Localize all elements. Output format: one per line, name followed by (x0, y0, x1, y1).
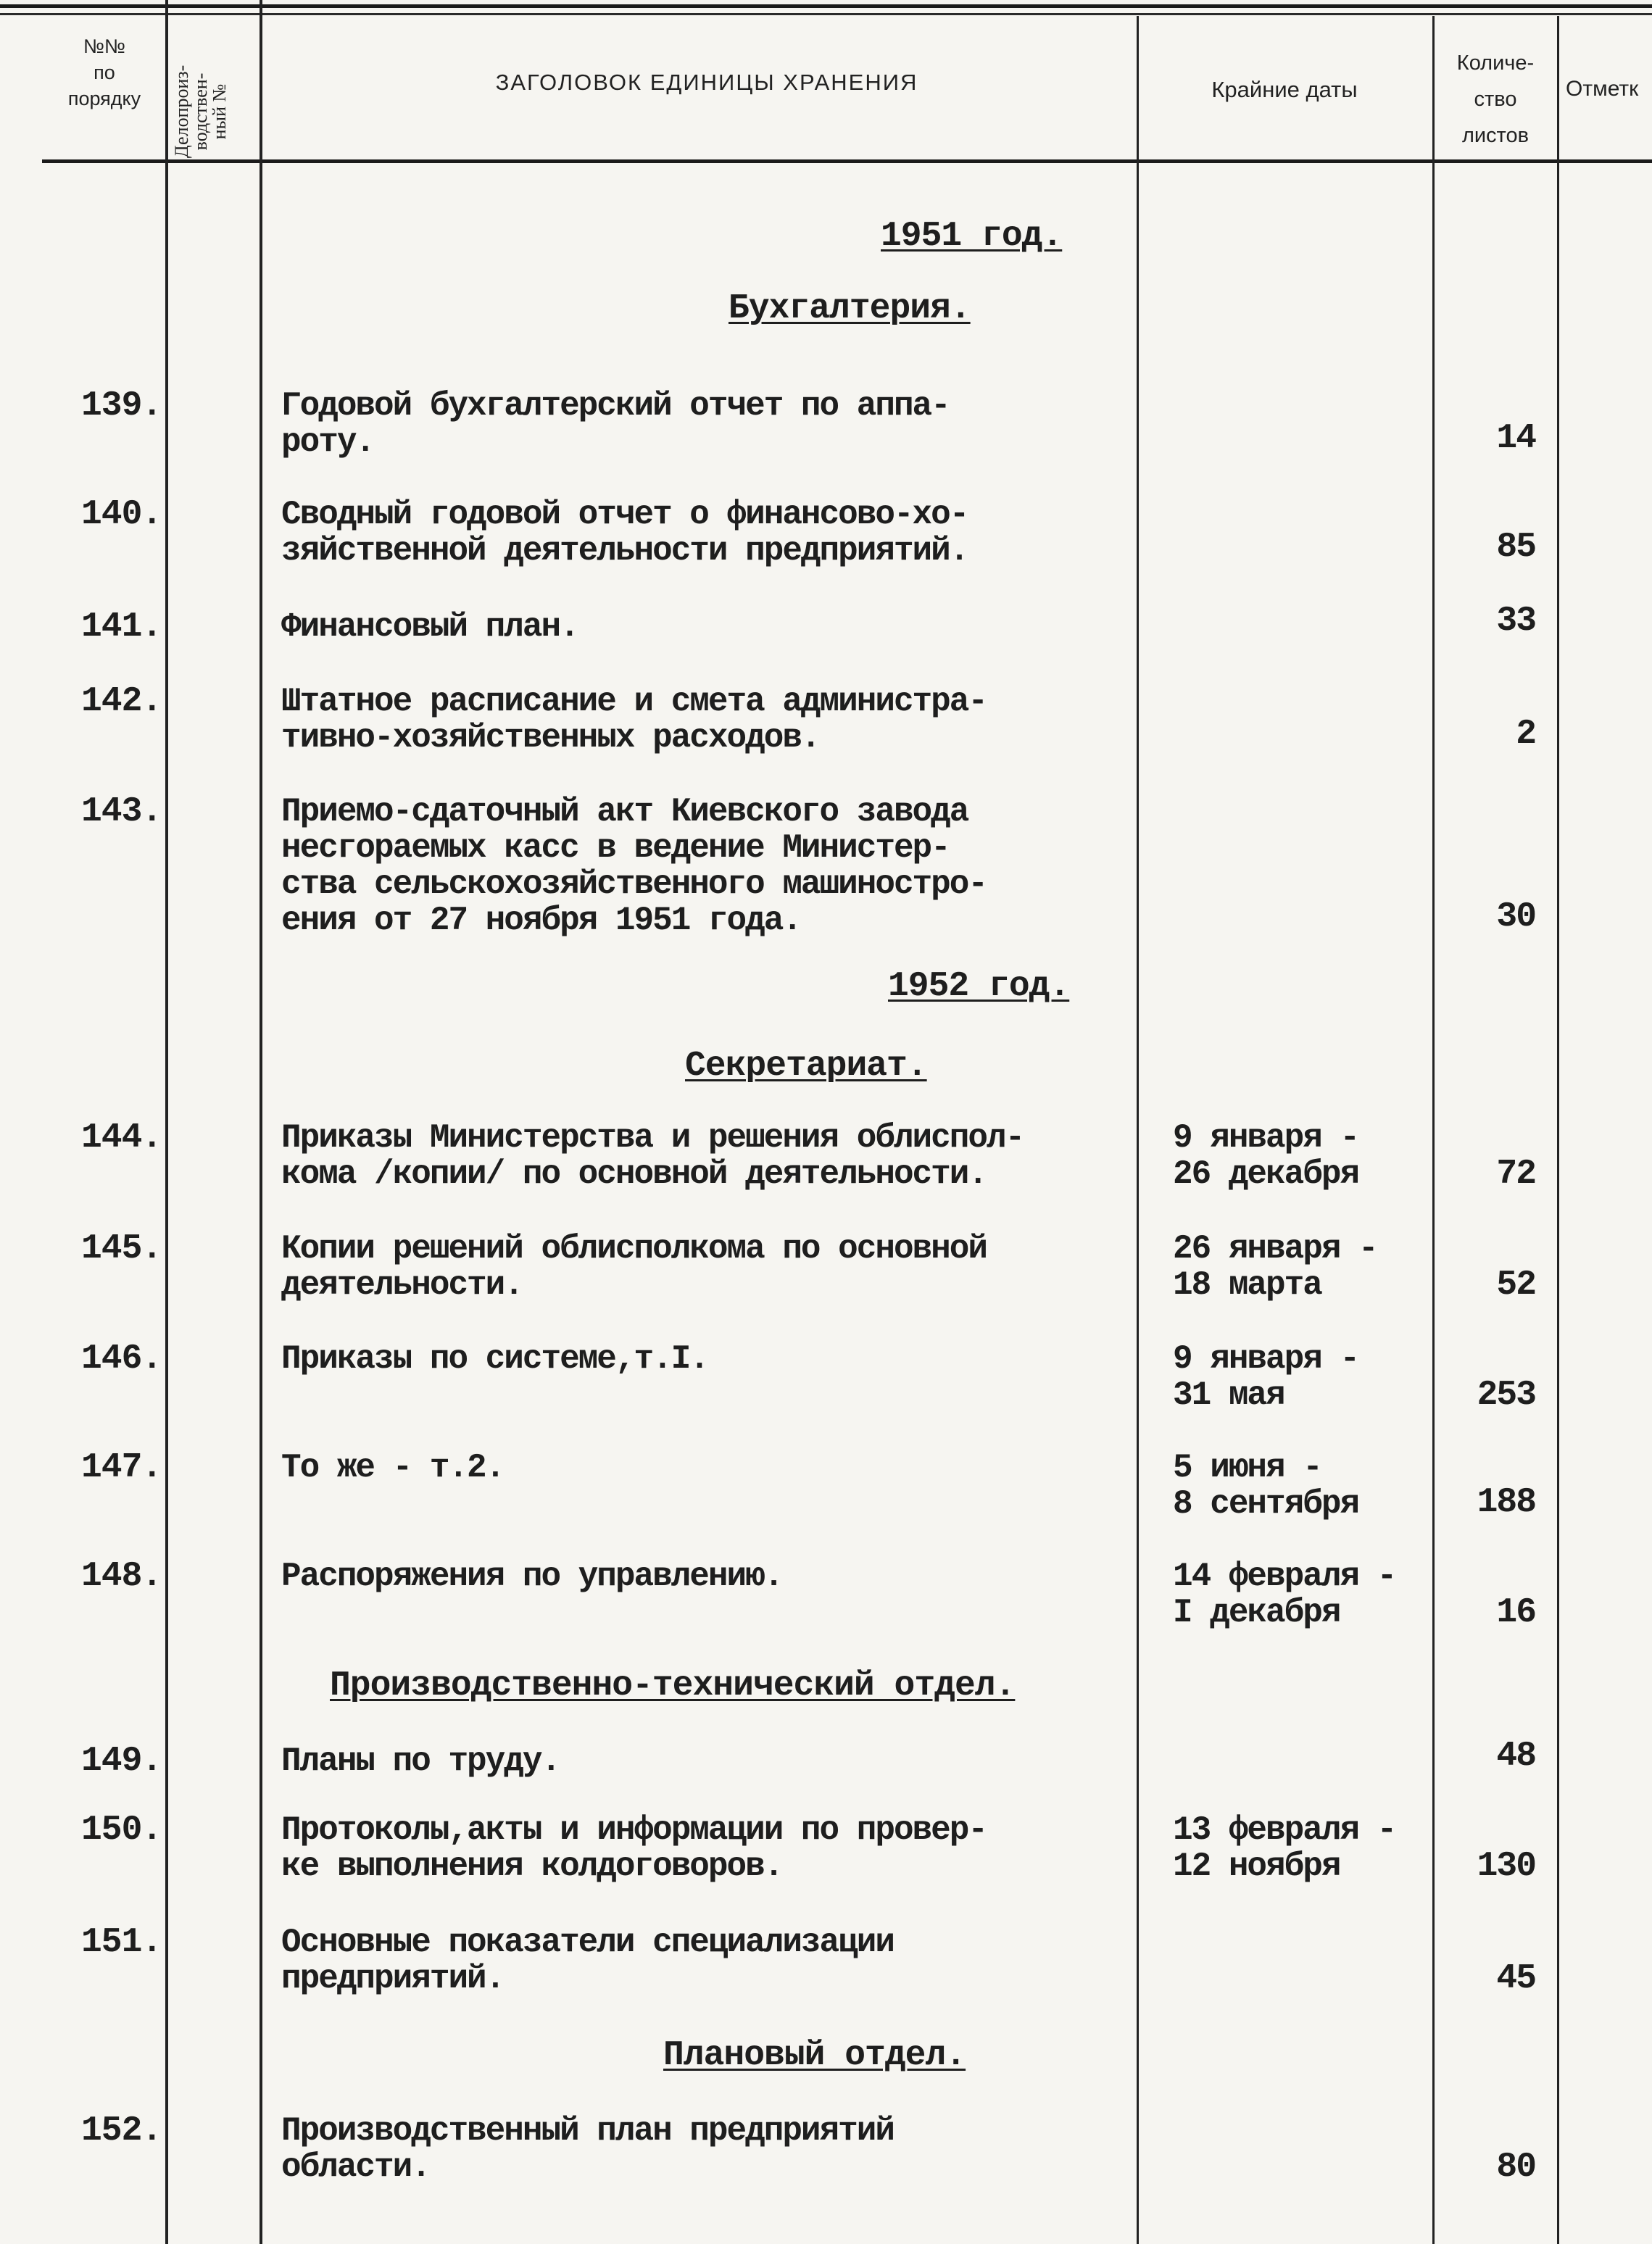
record-title: Производственный план предприятий области. (281, 2112, 894, 2186)
record-number: 145. (81, 1229, 162, 1268)
record-sheet-count: 80 (1496, 2148, 1535, 2187)
record-title: Распоряжения по управлению. (281, 1558, 783, 1595)
column-divider-title (1137, 16, 1139, 2244)
record-title: Основные показатели специализации предприятий. (281, 1924, 894, 1998)
column-divider-office (260, 0, 262, 2244)
record-number: 140. (81, 495, 162, 534)
record-sheet-count: 14 (1496, 419, 1535, 458)
record-number: 150. (81, 1811, 162, 1850)
record-number: 141. (81, 607, 162, 647)
record-sheet-count: 72 (1496, 1155, 1535, 1194)
record-sheet-count: 2 (1516, 715, 1535, 754)
record-title: То же - т.2. (281, 1449, 505, 1487)
year-heading-1951: 1951 год. (881, 217, 1063, 256)
header-dates-column: Крайние даты (1211, 77, 1358, 102)
record-number: 152. (81, 2111, 162, 2150)
record-dates: 13 февраля - 12 ноября (1173, 1811, 1396, 1885)
record-sheet-count: 16 (1496, 1593, 1535, 1632)
record-number: 149. (81, 1742, 162, 1781)
header-office-line: ный № (209, 83, 230, 140)
column-divider-num (165, 0, 168, 2244)
header-office-line: водствен- (190, 72, 211, 151)
record-number: 144. (81, 1118, 162, 1158)
record-number: 151. (81, 1923, 162, 1962)
record-title: Сводный годовой отчет о финансово-хо- зяйственной деятельности предприятий. (281, 496, 968, 570)
section-heading-planning: Плановый отдел. (663, 2036, 966, 2075)
top-rule (0, 4, 1652, 8)
record-number: 139. (81, 386, 162, 425)
record-sheet-count: 188 (1477, 1483, 1535, 1522)
record-title: Протоколы,акты и информации по провер- ке выполнения колдоговоров. (281, 1811, 987, 1885)
record-number: 147. (81, 1448, 162, 1487)
header-count-line: ство (1474, 88, 1517, 111)
record-number: 148. (81, 1557, 162, 1596)
record-sheet-count: 48 (1496, 1737, 1535, 1776)
record-title: Приемо-сдаточный акт Киевского завода несгораемых касс в ведение Министер- ства сельскохозяйственного машиностро- ения от 27 ноября 1951 года. (281, 793, 987, 939)
section-heading-secretariat: Секретариат. (685, 1047, 927, 1086)
record-title: Штатное расписание и смета администра- тивно-хозяйственных расходов. (281, 683, 987, 757)
record-number: 146. (81, 1339, 162, 1379)
record-title: Планы по труду. (281, 1742, 560, 1780)
header-number-line: по (94, 62, 115, 83)
record-title: Приказы по системе,т.I. (281, 1340, 708, 1378)
record-sheet-count: 130 (1477, 1847, 1535, 1886)
section-heading-production-technical: Производственно-технический отдел. (330, 1666, 1016, 1705)
record-dates: 14 февраля - I декабря (1173, 1558, 1396, 1632)
record-dates: 5 июня - 8 сентября (1173, 1449, 1359, 1523)
record-number: 143. (81, 792, 162, 831)
column-divider-count (1557, 16, 1559, 2244)
record-title: Копии решений облисполкома по основной деятельности. (281, 1230, 987, 1304)
record-sheet-count: 253 (1477, 1376, 1535, 1415)
year-heading-1952: 1952 год. (888, 967, 1070, 1006)
record-title: Финансовый план. (281, 608, 578, 646)
header-number-column (43, 33, 165, 112)
header-mark-column: Отметк (1566, 77, 1639, 101)
record-title: Приказы Министерства и решения облиспол- кома /копии/ по основной деятельности. (281, 1119, 1024, 1193)
header-number-line: порядку (67, 88, 141, 109)
record-title: Годовой бухгалтерский отчет по аппа- роту. (281, 387, 950, 461)
section-heading-accounting: Бухгалтерия. (729, 289, 971, 328)
header-title-column: ЗАГОЛОВОК ЕДИНИЦЫ ХРАНЕНИЯ (495, 70, 918, 95)
record-sheet-count: 33 (1496, 602, 1535, 641)
header-office-number-column (171, 65, 230, 158)
top-rule-secondary (0, 13, 1652, 15)
record-sheet-count: 85 (1496, 528, 1535, 567)
record-sheet-count: 45 (1496, 1959, 1535, 1998)
header-sheet-count-column (1434, 45, 1557, 154)
header-count-line: листов (1461, 124, 1529, 147)
record-dates: 9 января - 31 мая (1173, 1340, 1359, 1414)
header-bottom-rule (42, 159, 1652, 163)
record-sheet-count: 30 (1496, 897, 1535, 936)
record-sheet-count: 52 (1496, 1266, 1535, 1305)
record-number: 142. (81, 682, 162, 721)
header-number-line: №№ (83, 36, 125, 57)
header-office-line: Делопроиз- (171, 65, 192, 158)
record-dates: 9 января - 26 декабря (1173, 1119, 1359, 1193)
record-dates: 26 января - 18 марта (1173, 1230, 1377, 1304)
column-divider-dates (1432, 16, 1435, 2244)
header-count-line: Количе- (1456, 51, 1535, 75)
